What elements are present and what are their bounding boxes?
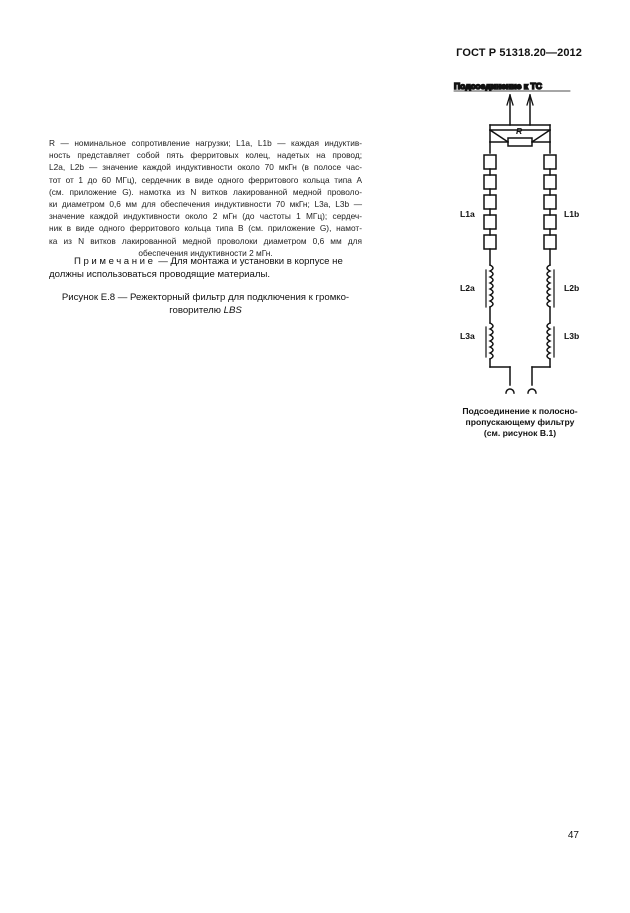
figure-caption — [49, 291, 362, 317]
caption-line: говорителю — [169, 305, 224, 316]
legend-line: значение каждой индуктивности около 2 мГн (до частоты 1 МГц); сердеч- — [49, 211, 362, 222]
notch-filter-diagram — [440, 75, 600, 455]
inductor-l2b — [547, 265, 554, 307]
inductor-l1a — [484, 155, 496, 249]
legend-line: обеспечения индуктивности 2 мГн. — [138, 247, 273, 258]
note-text: — Для монтажа и установки в корпусе не — [155, 256, 343, 267]
inductor-l1b — [544, 155, 556, 249]
note-text-continued: должны использоваться проводящие материалы. — [49, 269, 271, 280]
caption-italic: LBS — [223, 305, 242, 316]
bottom-terminal-right — [528, 389, 536, 393]
bottom-label-line: пропускающему фильтру — [465, 417, 575, 427]
l3b-label: L3b — [564, 331, 580, 341]
resistor-r — [508, 138, 532, 146]
bottom-terminal-left — [506, 389, 514, 393]
inductor-l3b — [547, 323, 554, 359]
legend-line: L2a, L2b — значение каждой индуктивности около 70 мкГн (в полосе час- — [49, 162, 362, 173]
legend-line: ки диаметром 0,6 мм для обеспечения индуктивности 70 мкГн; L3a, L3b — — [49, 199, 362, 210]
resistor-label: R — [516, 126, 523, 136]
l2b-label: L2b — [564, 283, 580, 293]
page-number: 47 — [567, 830, 579, 841]
inductor-l2a — [486, 265, 493, 307]
inductor-l3a — [486, 323, 493, 359]
bottom-label-line: Подсоединение к полосно- — [462, 406, 578, 416]
note-label: Примечание — [74, 256, 156, 267]
document-header: ГОСТ Р 51318.20—2012 — [456, 47, 582, 59]
legend-line: R — номинальное сопротивление нагрузки; L1a, L1b — каждая индуктив- — [49, 138, 362, 148]
bottom-label-line: (см. рисунок В.1) — [483, 428, 557, 438]
figure-note — [49, 255, 362, 281]
caption-line: Рисунок Е.8 — Режекторный фильтр для подключения к громко- — [61, 292, 350, 303]
legend-line: ник в виде одного ферритового кольца типа В (см. приложение G), намот- — [49, 223, 362, 234]
l3a-label: L3a — [460, 331, 475, 341]
l1b-label: L1b — [564, 209, 580, 219]
legend-line: (см. приложение G). намотка из N витков лакированной медной проволо- — [49, 186, 362, 197]
l1a-label: L1a — [460, 209, 475, 219]
figure-legend — [49, 137, 362, 259]
l2a-label: L2a — [460, 283, 475, 293]
legend-line: ка из N витков лакированной медной проволоки диаметром 0,6 мм для — [49, 235, 362, 246]
top-connection-label: Подсоединение к ТС — [454, 81, 542, 91]
bottom-connection-label — [462, 406, 577, 438]
legend-line: ность представляет собой пять ферритовых колец, надетых на провод; — [49, 150, 362, 161]
legend-line: тот от 1 до 60 МГц), сердечник в виде одного ферритового кольца типа А — [49, 174, 362, 185]
